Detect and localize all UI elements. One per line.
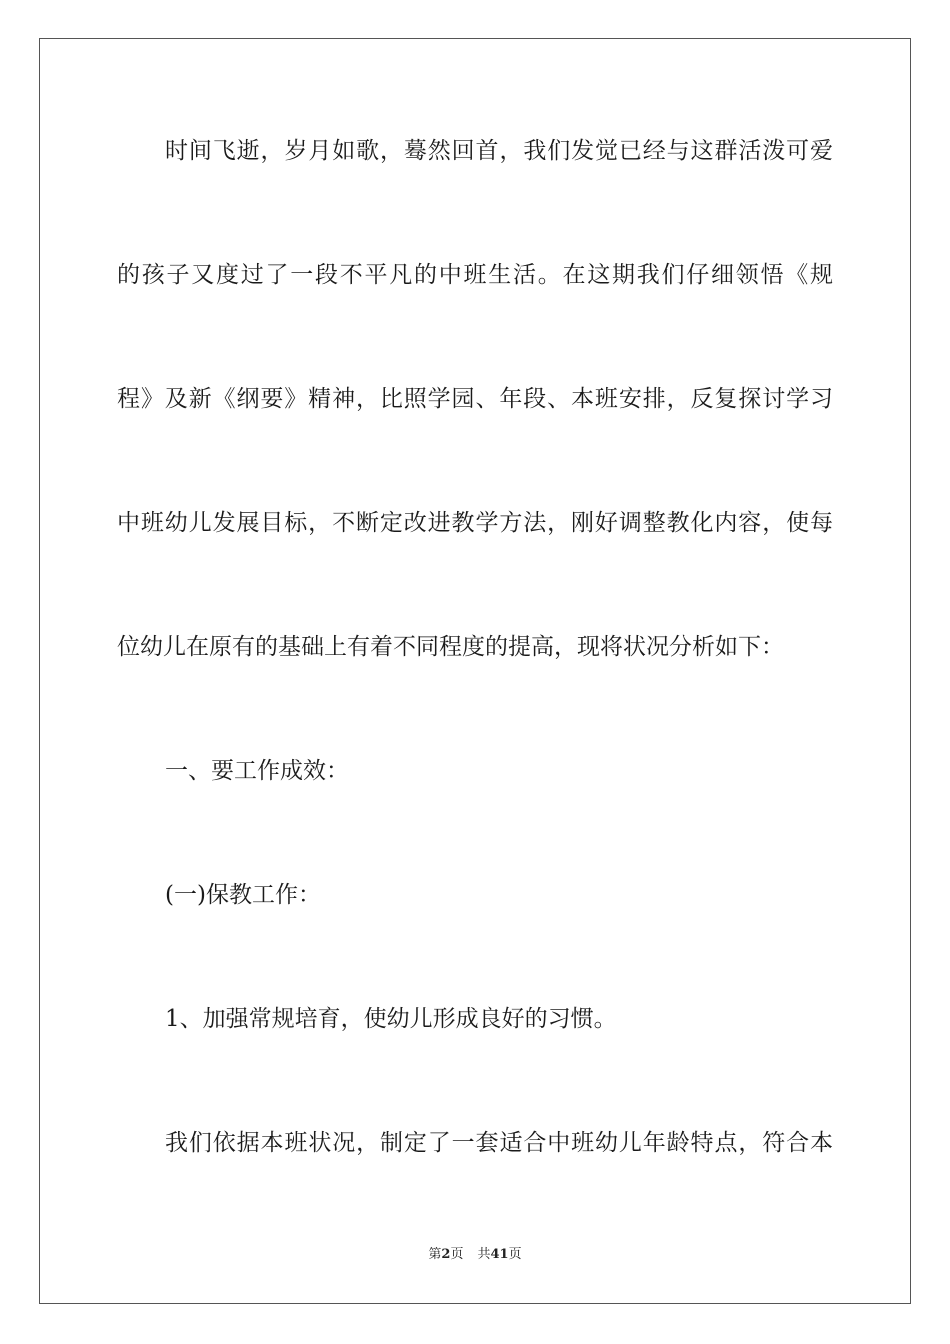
paragraph-line-2: 的孩子又度过了一段不平凡的中班生活。在这期我们仔细领悟《规	[117, 262, 833, 288]
page-prefix: 第	[428, 1247, 442, 1262]
page-suffix: 页	[450, 1247, 464, 1262]
item-heading: 1、加强常规培育，使幼儿形成良好的习惯。	[165, 1006, 617, 1032]
current-page-number: 2	[441, 1247, 451, 1262]
paragraph-line-5: 位幼儿在原有的基础上有着不同程度的提高，现将状况分析如下：	[117, 634, 784, 660]
total-page-number: 41	[490, 1247, 509, 1262]
page-footer	[0, 1246, 950, 1264]
paragraph-line-6: 我们依据本班状况，制定了一套适合中班幼儿年龄特点，符合本	[165, 1130, 833, 1156]
page-border	[39, 38, 911, 1304]
total-prefix: 共	[477, 1247, 491, 1262]
paragraph-line-1: 时间飞逝，岁月如歌，蓦然回首，我们发觉已经与这群活泼可爱	[165, 138, 833, 164]
paragraph-line-3: 程》及新《纲要》精神，比照学园、年段、本班安排，反复探讨学习	[117, 386, 833, 412]
section-heading: 一、要工作成效：	[165, 758, 349, 784]
total-suffix: 页	[508, 1247, 522, 1262]
subsection-heading: (一)保教工作：	[165, 882, 321, 908]
paragraph-line-4: 中班幼儿发展目标，不断定改进教学方法，刚好调整教化内容，使每	[117, 510, 833, 536]
